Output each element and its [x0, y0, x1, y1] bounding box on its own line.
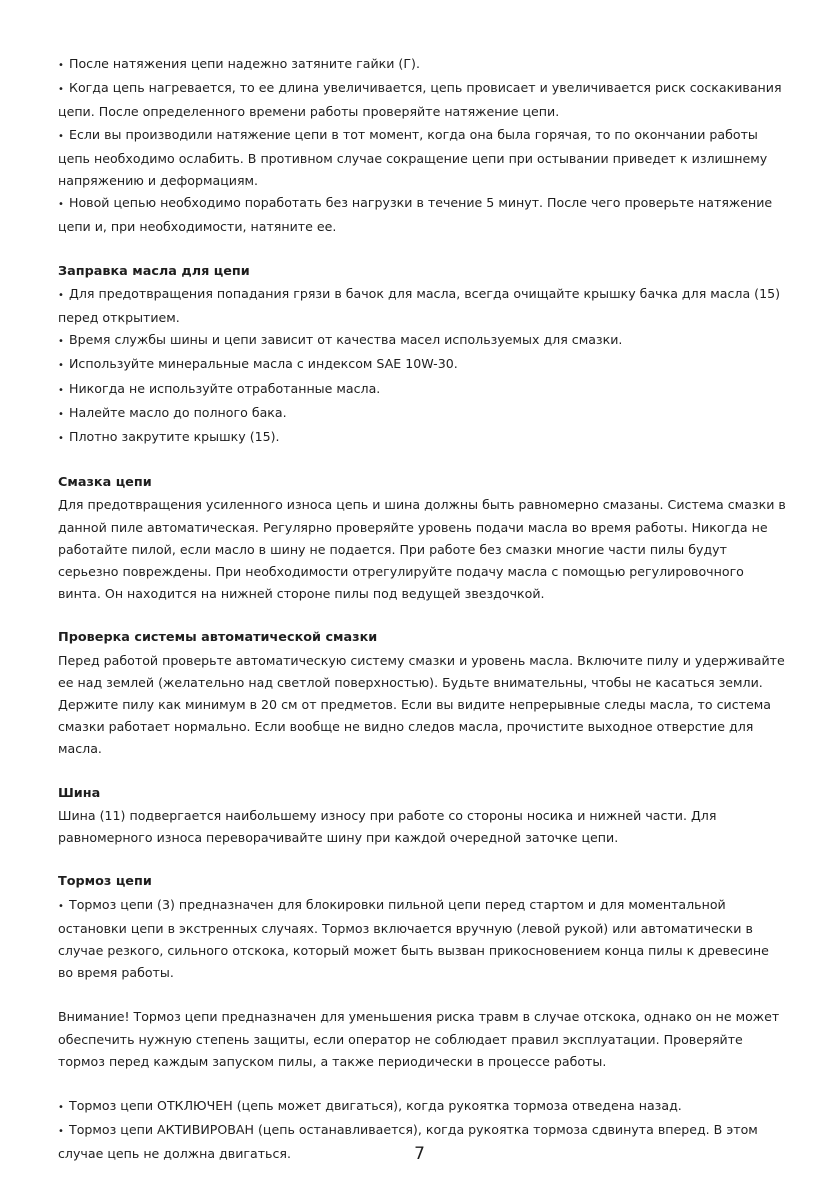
list-item: • Новой цепью необходимо поработать без нагрузки в течение 5 минут. После чего проверьте натяжение цепи и, при необходимости, натяните ее. [58, 192, 788, 238]
section-paragraph: Перед работой проверьте автоматическую систему смазки и уровень масла. Включите пилу и удерживайте ее над землей (желательно над светлой поверхностью). Будьте внимательны, чтобы не касаться земли. Держите пилу как минимум в 20 см от предметов. Если вы видите непрерывные следы масла, то система смазки работает нормально. Если вообще не видно следов масла, прочистите выходное отверстие для масла. [58, 652, 785, 757]
section-paragraph: Для предотвращения усиленного износа цепь и шина должны быть равномерно смазаны. Система смазки в данной пиле автоматическая. Регулярно проверяйте уровень подачи масла во время работы. Никогда не работайте пилой, если масло в шину не подается. При работе без смазки многие части пилы будут серьезно повреждены. При необходимости отрегулируйте подачу масла с помощью регулировочного винта. Он находится на нижней стороне пилы под ведущей звездочкой. [58, 497, 786, 602]
list-item: • Тормоз цепи ОТКЛЮЧЕН (цепь может двигаться), когда рукоятка тормоза отведена назад. [58, 1095, 788, 1119]
section-heading-brake: Тормоз цепи [58, 874, 152, 890]
page-number: 7 [414, 1144, 425, 1164]
document-page [58, 53, 788, 1166]
list-item: • Никогда не используйте отработанные масла. [58, 378, 788, 402]
list-item: • Тормоз цепи (3) предназначен для блокировки пильной цепи перед стартом и для моментальной остановки цепи в экстренных случаях. Тормоз включается вручную (левой рукой) или автоматически в случае резкого, сильного отскока, который может быть вызван прикосновением конца пилы к древесине во время работы. [58, 894, 788, 985]
section-paragraph: Шина (11) подвергается наибольшему износу при работе со стороны носика и нижней части. Для равномерного износа переворачивайте шину при каждой очередной заточке цепи. [58, 807, 717, 846]
list-item: • Когда цепь нагревается, то ее длина увеличивается, цепь провисает и увеличивается риск соскакивания цепи. После определенного времени работы проверяйте натяжение цепи. [58, 77, 788, 123]
section-heading-bar: Шина [58, 785, 101, 801]
list-item: • Используйте минеральные масла с индексом SAE 10W-30. [58, 353, 788, 377]
list-item: • Время службы шины и цепи зависит от качества масел используемых для смазки. [58, 329, 788, 353]
list-item: • Налейте масло до полного бака. [58, 402, 788, 426]
section-heading-oil-fill: Заправка масла для цепи [58, 263, 250, 279]
list-item: • Для предотвращения попадания грязи в бачок для масла, всегда очищайте крышку бачка для масла (15) перед открытием. [58, 283, 788, 329]
list-item: • После натяжения цепи надежно затяните гайки (Г). [58, 53, 788, 77]
section-heading-auto-check: Проверка системы автоматической смазки [58, 630, 378, 646]
section-heading-lubrication: Смазка цепи [58, 475, 152, 491]
list-item: • Если вы производили натяжение цепи в тот момент, когда она была горячая, то по окончании работы цепь необходимо ослабить. В противном случае сокращение цепи при остывании приведет к излишнему напряжению и деформациям. [58, 124, 788, 193]
list-item: • Плотно закрутите крышку (15). [58, 426, 788, 450]
warning-paragraph: Внимание! Тормоз цепи предназначен для уменьшения риска травм в случае отскока, однако он не может обеспечить нужную степень защиты, если оператор не соблюдает правил эксплуатации. Проверяйте тормоз перед каждым запуском пилы, а также периодически в процессе работы. [58, 1009, 780, 1069]
list-item: • Тормоз цепи АКТИВИРОВАН (цепь останавливается), когда рукоятка тормоза сдвинута вперед. В этом случае цепь не должна двигаться. [58, 1119, 788, 1165]
